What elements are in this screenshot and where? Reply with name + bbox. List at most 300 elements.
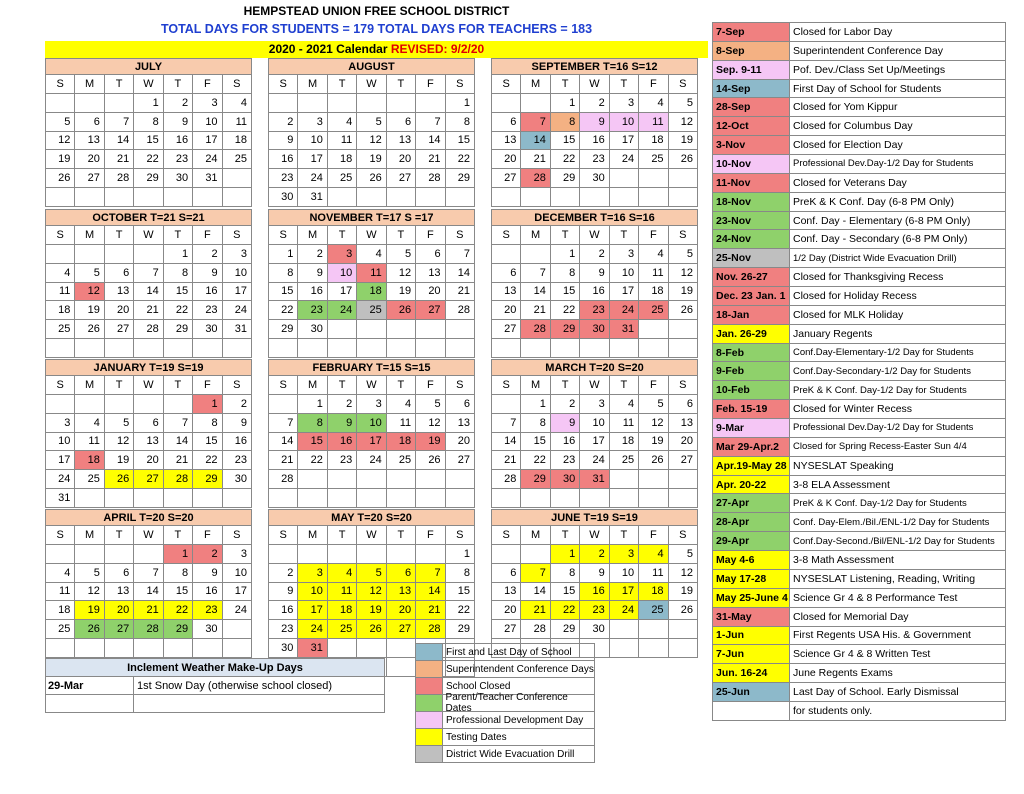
day-cell: 23 (269, 620, 298, 639)
day-cell: 1 (446, 94, 475, 113)
event-description: Closed for Spring Recess-Easter Sun 4/4 (790, 438, 1006, 456)
day-of-week-label: F (193, 226, 222, 245)
day-cell: 26 (639, 451, 668, 470)
empty-day-cell (446, 188, 475, 207)
day-cell: 8 (551, 113, 580, 132)
empty-day-cell (164, 639, 193, 658)
day-cell: 24 (328, 301, 357, 320)
day-cell: 17 (298, 150, 327, 169)
day-cell: 12 (669, 113, 698, 132)
day-cell: 11 (639, 113, 668, 132)
day-cell: 27 (75, 169, 104, 188)
event-description: January Regents (790, 325, 1006, 343)
day-of-week-label: F (639, 526, 668, 545)
empty-day-cell (193, 639, 222, 658)
empty-day-cell (357, 320, 386, 339)
empty-day-cell (521, 188, 550, 207)
day-cell: 17 (298, 601, 327, 620)
day-cell: 1 (269, 245, 298, 264)
day-cell: 28 (164, 470, 193, 489)
month-calendar (491, 58, 698, 207)
day-cell: 8 (521, 414, 550, 433)
empty-day-cell (193, 339, 222, 358)
day-cell: 19 (357, 150, 386, 169)
day-of-week-label: F (416, 75, 445, 94)
day-cell: 24 (610, 150, 639, 169)
month-grid (45, 75, 252, 207)
day-of-week-label: S (446, 226, 475, 245)
day-cell: 12 (46, 132, 75, 151)
event-description: PreK & K Conf. Day-1/2 Day for Students (790, 381, 1006, 399)
event-date: 7-Jun (713, 645, 790, 663)
day-of-week-label: W (580, 75, 609, 94)
day-cell: 24 (298, 169, 327, 188)
day-cell: 6 (492, 564, 521, 583)
day-cell: 13 (387, 583, 416, 602)
event-row (713, 344, 1006, 363)
event-row (713, 193, 1006, 212)
event-description: 3-8 Math Assessment (790, 551, 1006, 569)
empty-day-cell (269, 94, 298, 113)
day-cell: 21 (416, 150, 445, 169)
day-cell: 12 (105, 433, 134, 452)
event-date: Feb. 15-19 (713, 400, 790, 418)
event-description: Science Gr 4 & 8 Performance Test (790, 589, 1006, 607)
empty-day-cell (492, 545, 521, 564)
empty-day-cell (223, 339, 252, 358)
day-cell: 2 (580, 245, 609, 264)
day-cell: 11 (639, 264, 668, 283)
day-cell: 24 (357, 451, 386, 470)
day-cell: 31 (193, 169, 222, 188)
day-cell: 24 (580, 451, 609, 470)
day-cell: 7 (446, 245, 475, 264)
empty-day-cell (46, 188, 75, 207)
day-cell: 15 (164, 583, 193, 602)
empty-day-cell (610, 489, 639, 508)
day-cell: 26 (669, 601, 698, 620)
day-cell: 8 (134, 113, 163, 132)
day-cell: 22 (446, 150, 475, 169)
day-cell: 6 (492, 113, 521, 132)
day-of-week-label: S (492, 526, 521, 545)
event-description: 1/2 Day (District Wide Evacuation Drill) (790, 249, 1006, 267)
day-of-week-label: S (46, 226, 75, 245)
empty-day-cell (46, 395, 75, 414)
day-cell: 27 (492, 169, 521, 188)
event-description: Professional Dev.Day-1/2 Day for Students (790, 419, 1006, 437)
empty-day-cell (269, 545, 298, 564)
day-cell: 9 (328, 414, 357, 433)
day-cell: 29 (446, 620, 475, 639)
event-date: 14-Sep (713, 80, 790, 98)
legend-label: School Closed (446, 680, 511, 692)
day-of-week-label: W (357, 75, 386, 94)
day-of-week-label: F (416, 376, 445, 395)
event-date: Apr. 20-22 (713, 476, 790, 494)
legend-swatch (416, 661, 443, 677)
day-cell: 18 (75, 451, 104, 470)
month-grid (268, 376, 475, 508)
day-cell: 10 (298, 132, 327, 151)
day-cell: 17 (328, 283, 357, 302)
event-description: NYSESLAT Speaking (790, 457, 1006, 475)
day-cell: 15 (521, 433, 550, 452)
day-cell: 23 (193, 301, 222, 320)
event-date: 28-Apr (713, 513, 790, 531)
day-cell: 10 (328, 264, 357, 283)
day-cell: 21 (521, 150, 550, 169)
day-cell: 28 (269, 470, 298, 489)
empty-day-cell (164, 489, 193, 508)
empty-day-cell (580, 188, 609, 207)
day-cell: 30 (580, 169, 609, 188)
day-of-week-label: T (105, 226, 134, 245)
day-of-week-label: T (387, 376, 416, 395)
day-of-week-label: M (75, 526, 104, 545)
day-of-week-label: T (164, 526, 193, 545)
empty-day-cell (328, 470, 357, 489)
day-cell: 19 (387, 283, 416, 302)
month-grid (491, 75, 698, 207)
day-cell: 26 (387, 301, 416, 320)
event-description: PreK & K Conf. Day-1/2 Day for Students (790, 494, 1006, 512)
day-cell: 4 (387, 395, 416, 414)
day-cell: 26 (669, 150, 698, 169)
day-cell: 16 (580, 132, 609, 151)
day-cell: 16 (164, 132, 193, 151)
day-cell: 17 (610, 132, 639, 151)
event-date: 25-Nov (713, 249, 790, 267)
day-of-week-label: S (46, 75, 75, 94)
day-cell: 5 (416, 395, 445, 414)
empty-day-cell (387, 188, 416, 207)
day-of-week-label: T (164, 75, 193, 94)
empty-day-cell (521, 245, 550, 264)
event-row (713, 664, 1006, 683)
empty-day-cell (521, 545, 550, 564)
empty-day-cell (669, 639, 698, 658)
day-of-week-label: S (446, 376, 475, 395)
event-description: Conf. Day - Elementary (6-8 PM Only) (790, 212, 1006, 230)
empty-day-cell (639, 169, 668, 188)
event-row (713, 61, 1006, 80)
day-of-week-label: T (328, 376, 357, 395)
day-cell: 31 (298, 639, 327, 658)
day-cell: 7 (492, 414, 521, 433)
empty-day-cell (669, 470, 698, 489)
day-cell: 1 (193, 395, 222, 414)
day-cell: 20 (492, 301, 521, 320)
day-cell: 24 (610, 301, 639, 320)
day-of-week-label: T (551, 75, 580, 94)
day-cell: 4 (639, 545, 668, 564)
day-cell: 19 (75, 301, 104, 320)
day-cell: 4 (639, 94, 668, 113)
day-of-week-label: F (639, 75, 668, 94)
weather-description (134, 695, 385, 712)
month-calendar (491, 359, 698, 508)
empty-day-cell (610, 620, 639, 639)
day-cell: 3 (610, 545, 639, 564)
day-cell: 17 (580, 433, 609, 452)
day-cell: 21 (269, 451, 298, 470)
event-row (713, 155, 1006, 174)
day-cell: 23 (298, 301, 327, 320)
day-of-week-label: W (134, 75, 163, 94)
day-cell: 29 (521, 470, 550, 489)
day-cell: 23 (580, 301, 609, 320)
color-legend (415, 643, 595, 763)
legend-row (416, 692, 595, 714)
empty-day-cell (669, 320, 698, 339)
day-of-week-label: F (193, 526, 222, 545)
day-cell: 14 (416, 132, 445, 151)
day-cell: 11 (357, 264, 386, 283)
day-cell: 6 (387, 113, 416, 132)
day-of-week-label: S (269, 226, 298, 245)
day-of-week-label: F (639, 376, 668, 395)
legend-swatch (416, 695, 443, 711)
day-cell: 28 (416, 169, 445, 188)
day-cell: 28 (416, 620, 445, 639)
day-of-week-label: M (75, 75, 104, 94)
day-cell: 22 (164, 301, 193, 320)
day-cell: 11 (75, 433, 104, 452)
day-cell: 23 (328, 451, 357, 470)
day-cell: 10 (610, 264, 639, 283)
day-cell: 1 (298, 395, 327, 414)
day-of-week-label: S (492, 75, 521, 94)
day-cell: 18 (639, 283, 668, 302)
day-of-week-label: S (269, 75, 298, 94)
empty-day-cell (416, 545, 445, 564)
day-cell: 19 (75, 601, 104, 620)
day-cell: 11 (387, 414, 416, 433)
day-cell: 16 (580, 583, 609, 602)
day-cell: 25 (639, 150, 668, 169)
day-of-week-label: S (223, 75, 252, 94)
day-of-week-label: T (610, 376, 639, 395)
day-cell: 29 (134, 169, 163, 188)
event-row (713, 42, 1006, 61)
day-cell: 22 (269, 301, 298, 320)
day-of-week-label: W (580, 376, 609, 395)
weather-makeup-table (45, 658, 385, 713)
day-cell: 16 (223, 433, 252, 452)
day-cell: 10 (193, 113, 222, 132)
day-cell: 15 (298, 433, 327, 452)
day-of-week-label: T (610, 526, 639, 545)
day-cell: 8 (164, 264, 193, 283)
empty-day-cell (193, 188, 222, 207)
event-description: PreK & K Conf. Day (6-8 PM Only) (790, 193, 1006, 211)
day-of-week-label: W (134, 526, 163, 545)
event-date: Sep. 9-11 (713, 61, 790, 79)
day-cell: 4 (223, 94, 252, 113)
empty-day-cell (610, 639, 639, 658)
day-cell: 9 (269, 132, 298, 151)
empty-day-cell (223, 639, 252, 658)
day-cell: 14 (446, 264, 475, 283)
empty-day-cell (357, 489, 386, 508)
empty-day-cell (328, 94, 357, 113)
day-cell: 26 (75, 620, 104, 639)
month-grid (268, 226, 475, 358)
legend-label: First and Last Day of School (446, 646, 572, 658)
empty-day-cell (105, 545, 134, 564)
event-description: Conf. Day-Elem./Bil./ENL-1/2 Day for Students (790, 513, 1006, 531)
empty-day-cell (164, 188, 193, 207)
month-calendar (45, 58, 252, 207)
event-date: Dec. 23 Jan. 1 (713, 287, 790, 305)
day-cell: 25 (46, 320, 75, 339)
day-cell: 23 (269, 169, 298, 188)
day-of-week-label: W (134, 226, 163, 245)
day-of-week-label: T (610, 75, 639, 94)
event-description: Superintendent Conference Day (790, 42, 1006, 60)
day-cell: 5 (669, 245, 698, 264)
day-cell: 23 (223, 451, 252, 470)
day-of-week-label: M (298, 226, 327, 245)
day-cell: 27 (387, 169, 416, 188)
day-cell: 10 (610, 564, 639, 583)
event-description: Pof. Dev./Class Set Up/Meetings (790, 61, 1006, 79)
day-of-week-label: S (669, 376, 698, 395)
day-cell: 22 (551, 601, 580, 620)
day-cell: 24 (223, 301, 252, 320)
day-of-week-label: S (223, 526, 252, 545)
day-cell: 14 (269, 433, 298, 452)
day-cell: 30 (193, 620, 222, 639)
day-cell: 30 (223, 470, 252, 489)
empty-day-cell (610, 188, 639, 207)
day-cell: 2 (269, 564, 298, 583)
event-row (713, 212, 1006, 231)
day-cell: 10 (610, 113, 639, 132)
day-cell: 9 (193, 264, 222, 283)
day-cell: 5 (105, 414, 134, 433)
day-cell: 14 (521, 283, 550, 302)
empty-day-cell (298, 545, 327, 564)
day-of-week-label: T (387, 226, 416, 245)
event-row (713, 589, 1006, 608)
day-cell: 2 (193, 245, 222, 264)
month-grid (45, 526, 252, 658)
day-of-week-label: T (387, 526, 416, 545)
event-date: Apr.19-May 28 (713, 457, 790, 475)
day-cell: 7 (105, 113, 134, 132)
day-cell: 25 (328, 620, 357, 639)
day-cell: 7 (269, 414, 298, 433)
day-cell: 30 (580, 620, 609, 639)
empty-day-cell (357, 339, 386, 358)
event-row (713, 136, 1006, 155)
weather-date (46, 695, 134, 712)
day-cell: 7 (164, 414, 193, 433)
day-cell: 21 (521, 601, 550, 620)
month-calendar (491, 509, 698, 658)
empty-day-cell (610, 339, 639, 358)
month-title: AUGUST (268, 58, 475, 75)
event-row (713, 362, 1006, 381)
month-calendar (268, 359, 475, 508)
month-title: JANUARY T=19 S=19 (45, 359, 252, 376)
event-date: 31-May (713, 608, 790, 626)
day-cell: 14 (105, 132, 134, 151)
day-of-week-label: M (75, 376, 104, 395)
day-cell: 17 (223, 583, 252, 602)
day-cell: 8 (446, 113, 475, 132)
empty-day-cell (446, 470, 475, 489)
day-cell: 6 (387, 564, 416, 583)
day-cell: 2 (193, 545, 222, 564)
month-grid (491, 376, 698, 508)
day-cell: 13 (492, 283, 521, 302)
empty-day-cell (387, 470, 416, 489)
empty-day-cell (639, 188, 668, 207)
month-title: JULY (45, 58, 252, 75)
legend-swatch (416, 644, 443, 660)
event-description: Closed for Yom Kippur (790, 98, 1006, 116)
day-cell: 28 (134, 620, 163, 639)
day-of-week-label: S (669, 75, 698, 94)
day-cell: 8 (551, 264, 580, 283)
empty-day-cell (164, 395, 193, 414)
month-title: FEBRUARY T=15 S=15 (268, 359, 475, 376)
day-cell: 21 (134, 601, 163, 620)
day-cell: 19 (639, 433, 668, 452)
day-cell: 16 (193, 583, 222, 602)
event-date: May 17-28 (713, 570, 790, 588)
day-cell: 15 (446, 583, 475, 602)
event-date: 9-Mar (713, 419, 790, 437)
event-row (713, 645, 1006, 664)
event-date: 28-Sep (713, 98, 790, 116)
day-cell: 10 (46, 433, 75, 452)
day-of-week-label: M (521, 75, 550, 94)
day-cell: 1 (164, 245, 193, 264)
event-description: First Regents USA His. & Government (790, 627, 1006, 645)
day-of-week-label: M (298, 75, 327, 94)
total-days: TOTAL DAYS FOR STUDENTS = 179 TOTAL DAYS FOR TEACHERS = 183 (160, 22, 593, 36)
event-description: Closed for Labor Day (790, 23, 1006, 41)
event-description: Closed for Election Day (790, 136, 1006, 154)
event-date: 29-Apr (713, 532, 790, 550)
day-cell: 17 (610, 583, 639, 602)
empty-day-cell (193, 489, 222, 508)
day-cell: 18 (639, 132, 668, 151)
empty-day-cell (105, 639, 134, 658)
day-cell: 25 (639, 601, 668, 620)
day-cell: 10 (223, 264, 252, 283)
empty-day-cell (298, 94, 327, 113)
day-cell: 9 (269, 583, 298, 602)
day-cell: 15 (551, 132, 580, 151)
day-cell: 28 (134, 320, 163, 339)
day-cell: 17 (46, 451, 75, 470)
event-date: 27-Apr (713, 494, 790, 512)
legend-swatch (416, 729, 443, 745)
day-of-week-label: W (357, 526, 386, 545)
day-cell: 12 (669, 564, 698, 583)
day-cell: 19 (416, 433, 445, 452)
day-cell: 4 (357, 245, 386, 264)
day-cell: 5 (357, 113, 386, 132)
event-description: Conf. Day - Secondary (6-8 PM Only) (790, 230, 1006, 248)
day-cell: 18 (223, 132, 252, 151)
empty-day-cell (134, 639, 163, 658)
